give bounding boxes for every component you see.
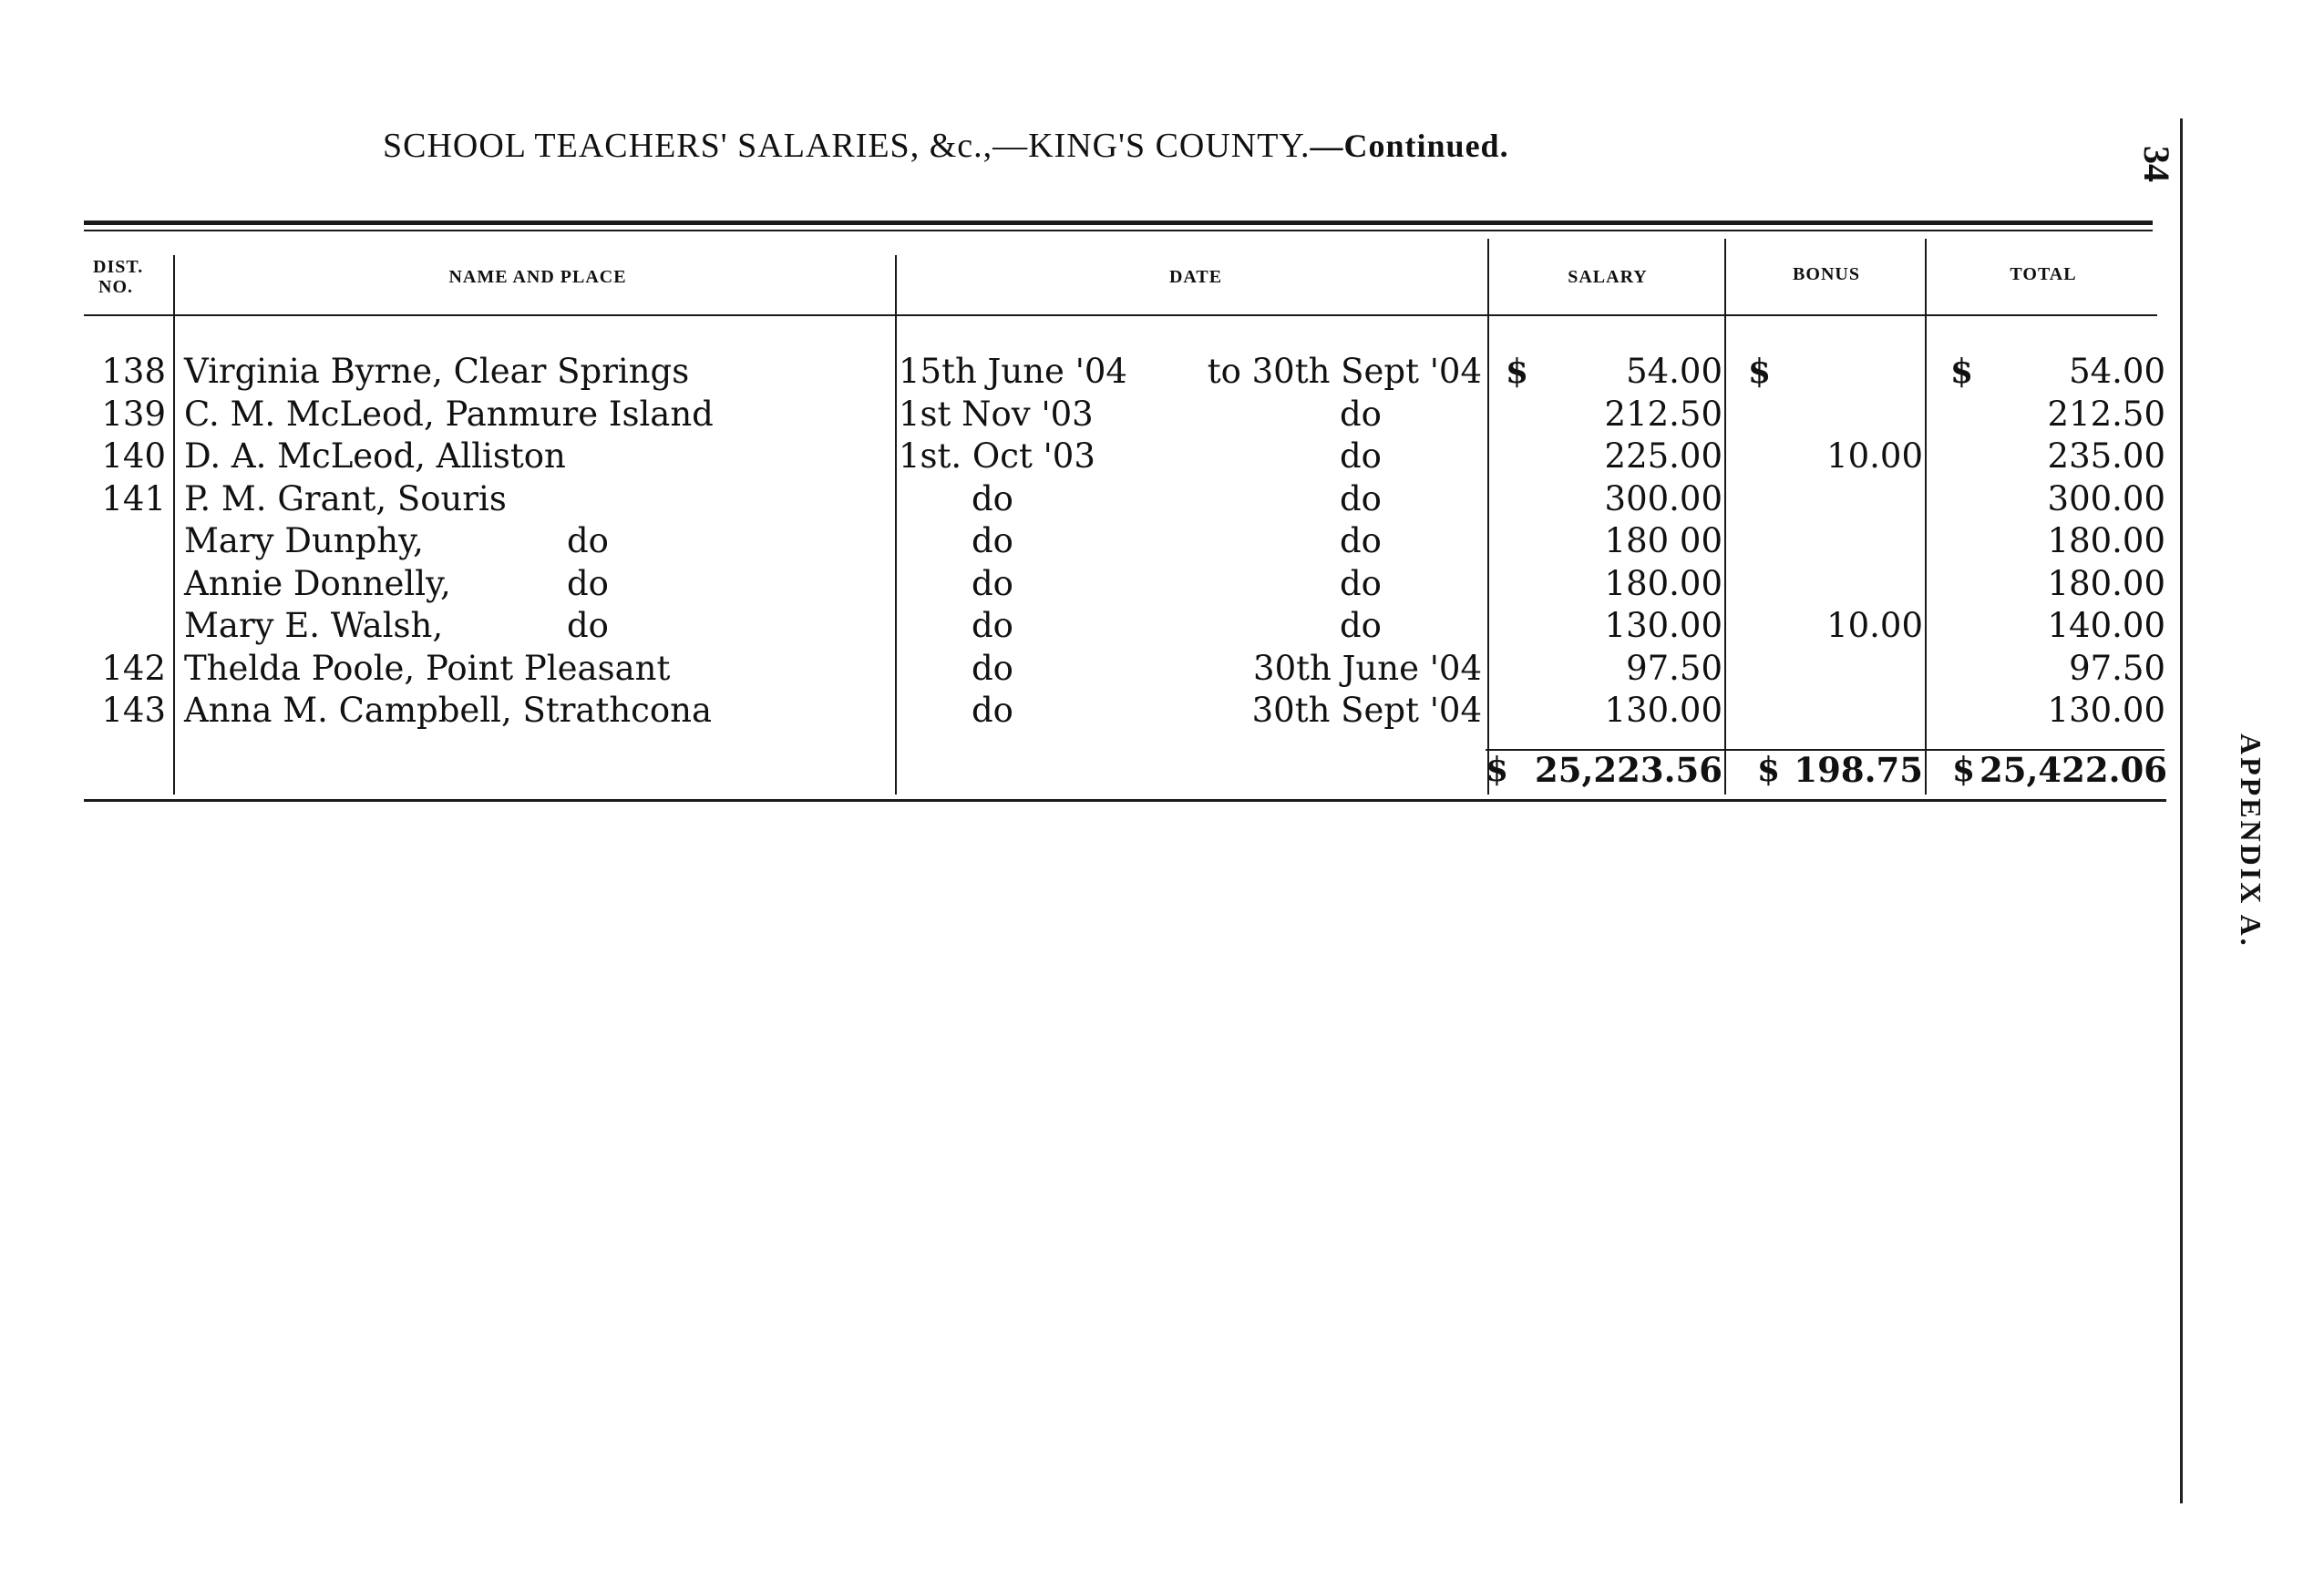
cell-total: 300.00 xyxy=(2047,478,2165,518)
cell-salary: 130.00 xyxy=(1604,691,1722,730)
cell-name: Anna M. Campbell, Strathcona xyxy=(184,691,713,730)
cell-total: 212.50 xyxy=(2047,394,2165,434)
row-dollar-salary: $ xyxy=(1506,353,1529,391)
top-rule-thick xyxy=(84,220,2153,225)
cell-name: Mary Dunphy, xyxy=(184,521,424,560)
row-dollar-total: $ xyxy=(1950,353,1974,391)
title-continued: —Continued. xyxy=(1310,128,1509,164)
cell-date-to: do xyxy=(1340,563,1382,603)
cell-name: P. M. Grant, Souris xyxy=(184,478,507,518)
column-header-date: DATE xyxy=(1168,267,1223,287)
cell-date-from: 15th June '04 xyxy=(899,352,1127,391)
cell-date-to: do xyxy=(1340,394,1382,434)
cell-total: 97.50 xyxy=(2069,648,2165,688)
header-bottom-rule xyxy=(84,314,2157,316)
cell-salary: 97.50 xyxy=(1626,648,1722,688)
cell-place: do xyxy=(567,606,609,645)
column-header-bonus: BONUS xyxy=(1793,264,1860,284)
cell-dist: 139 xyxy=(101,394,166,434)
cell-dist: 140 xyxy=(101,436,166,476)
cell-total: 180.00 xyxy=(2047,563,2165,603)
column-header-salary: SALARY xyxy=(1568,267,1648,287)
page-number: 34 xyxy=(2136,146,2177,182)
col-divider-salary xyxy=(1724,239,1726,795)
cell-name: Annie Donnelly, xyxy=(184,563,451,603)
cell-name: Mary E. Walsh, xyxy=(184,606,444,645)
totals-total-dollar: $ xyxy=(1952,751,1976,789)
cell-dist: 142 xyxy=(101,648,166,688)
cell-date-from: do xyxy=(972,648,1013,688)
cell-bonus: 10.00 xyxy=(1826,606,1923,645)
cell-salary: 54.00 xyxy=(1626,352,1722,391)
cell-salary: 180 00 xyxy=(1604,521,1722,560)
cell-date-to: do xyxy=(1340,436,1382,476)
page-title xyxy=(383,126,1914,166)
cell-date-to: do xyxy=(1340,478,1382,518)
cell-salary: 130.00 xyxy=(1604,606,1722,645)
title-main: SCHOOL TEACHERS' SALARIES, &c.,—KING'S COUNTY. xyxy=(383,127,1311,165)
cell-total: 54.00 xyxy=(2069,352,2165,391)
cell-date-from: do xyxy=(972,606,1013,645)
cell-date-from: do xyxy=(972,521,1013,560)
cell-salary: 300.00 xyxy=(1604,478,1722,518)
cell-date-from: 1st. Oct '03 xyxy=(899,436,1095,476)
cell-name: Thelda Poole, Point Pleasant xyxy=(184,648,671,688)
cell-total: 130.00 xyxy=(2047,691,2165,730)
totals-total: 25,422.06 xyxy=(1980,750,2167,790)
cell-place: do xyxy=(567,563,609,603)
cell-date-to: to 30th Sept '04 xyxy=(1207,352,1482,391)
table-bottom-rule xyxy=(84,799,2166,802)
cell-date-to: do xyxy=(1340,521,1382,560)
right-margin-rule xyxy=(2180,118,2183,1503)
cell-date-from: 1st Nov '03 xyxy=(899,394,1094,434)
col-divider-dist xyxy=(173,255,175,795)
cell-name: C. M. McLeod, Panmure Island xyxy=(184,394,714,434)
dist-header-line2: NO. xyxy=(98,277,133,297)
cell-salary: 212.50 xyxy=(1604,394,1722,434)
cell-total: 235.00 xyxy=(2047,436,2165,476)
cell-name: D. A. McLeod, Alliston xyxy=(184,436,566,476)
totals-bonus-dollar: $ xyxy=(1757,751,1781,789)
cell-dist: 141 xyxy=(101,478,166,518)
appendix-label: APPENDIX A. xyxy=(2235,733,2267,949)
cell-date-from: do xyxy=(972,563,1013,603)
col-divider-name xyxy=(895,255,897,795)
cell-date-from: do xyxy=(972,691,1013,730)
cell-salary: 180.00 xyxy=(1604,563,1722,603)
column-header-total: TOTAL xyxy=(2010,264,2077,284)
cell-date-to: 30th June '04 xyxy=(1253,648,1482,688)
column-header-name: NAME AND PLACE xyxy=(448,267,627,287)
totals-salary-dollar: $ xyxy=(1486,751,1509,789)
cell-total: 140.00 xyxy=(2047,606,2165,645)
cell-place: do xyxy=(567,521,609,560)
cell-date-to: 30th Sept '04 xyxy=(1251,691,1482,730)
col-divider-bonus xyxy=(1925,239,1927,795)
totals-bonus: 198.75 xyxy=(1794,750,1923,790)
cell-date-from: do xyxy=(972,478,1013,518)
cell-bonus: 10.00 xyxy=(1826,436,1923,476)
totals-salary: 25,223.56 xyxy=(1535,750,1722,790)
column-header-dist-no xyxy=(93,257,143,297)
cell-total: 180.00 xyxy=(2047,521,2165,560)
top-rule-thin xyxy=(84,230,2153,231)
cell-dist: 143 xyxy=(101,691,166,730)
row-dollar-bonus: $ xyxy=(1748,353,1772,391)
cell-date-to: do xyxy=(1340,606,1382,645)
cell-salary: 225.00 xyxy=(1604,436,1722,476)
cell-dist: 138 xyxy=(101,352,166,391)
cell-name: Virginia Byrne, Clear Springs xyxy=(184,352,690,391)
dist-header-line1: DIST. xyxy=(93,257,144,277)
